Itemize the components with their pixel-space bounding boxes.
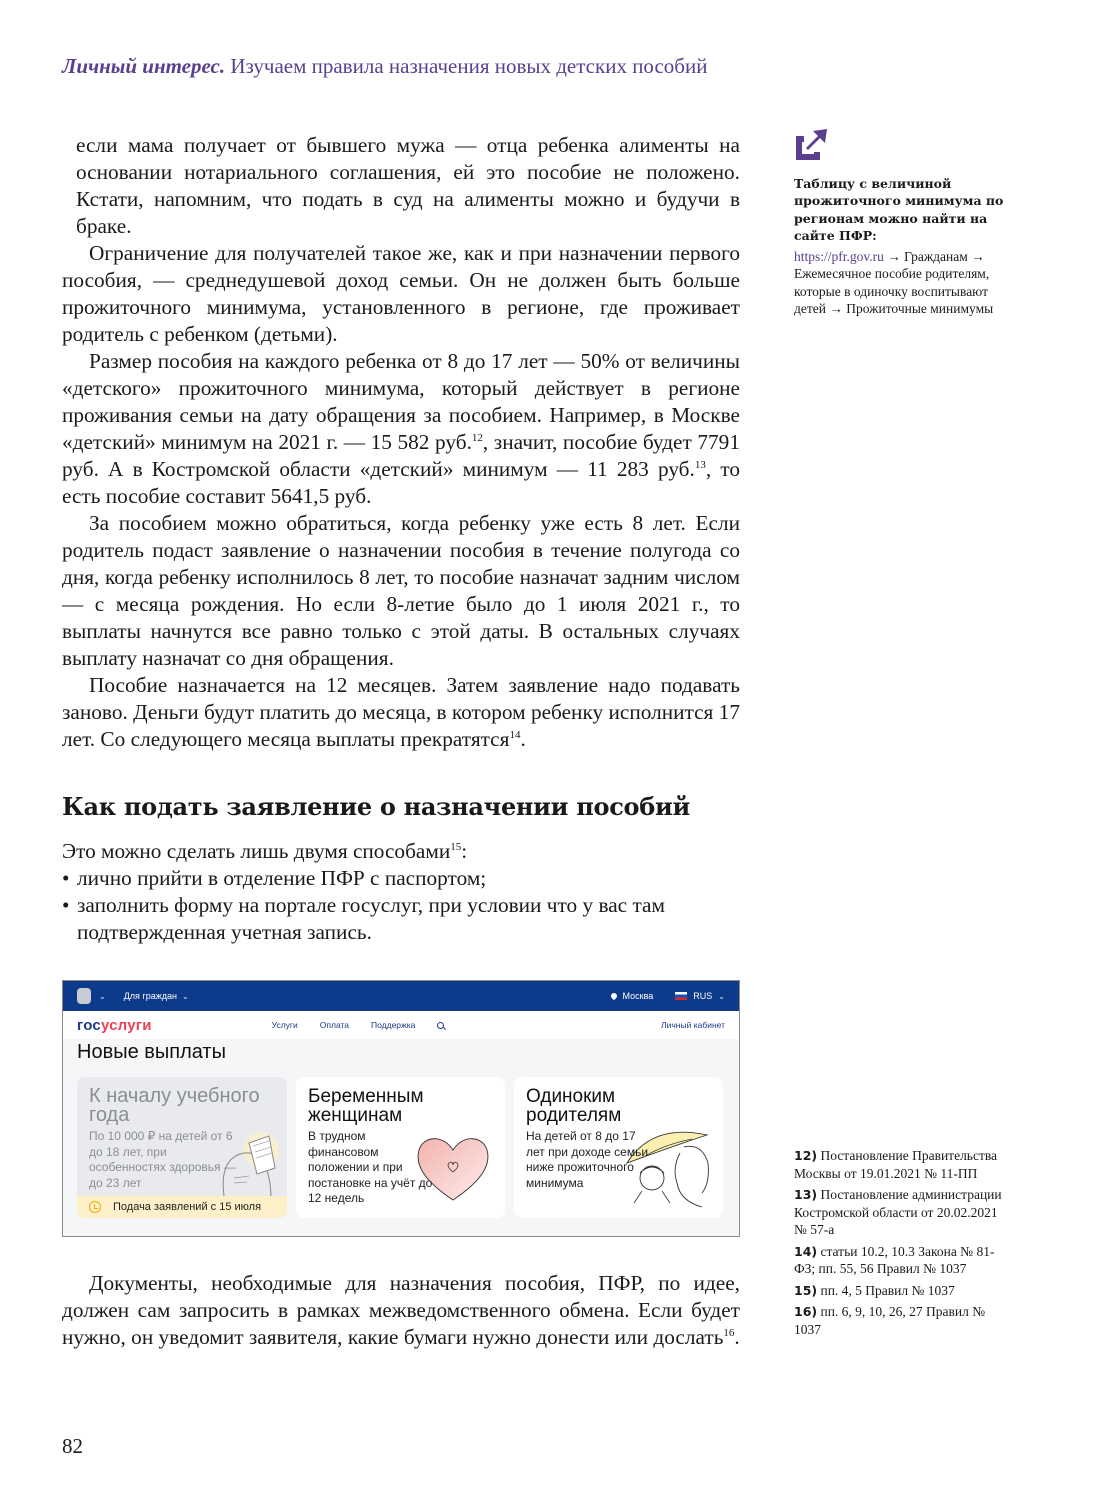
- sidenote: [794, 128, 1009, 318]
- list-item: • лично прийти в отделение ПФР с паспортом;: [62, 865, 740, 892]
- russian-flag-icon: [675, 992, 687, 1000]
- clock-icon: [89, 1201, 101, 1213]
- card-text: На детей от 8 до 17 лет при доходе семьи ниже прожиточного минимума: [526, 1129, 649, 1190]
- card-title: К началу учебного года: [89, 1085, 260, 1126]
- payment-cards: [63, 1077, 739, 1218]
- running-head-section: Личный интерес.: [62, 54, 226, 78]
- audience-dropdown[interactable]: Для граждан: [123, 991, 177, 1001]
- footnote: 15) пп. 4, 5 Правил № 1037: [794, 1282, 955, 1298]
- footnote: 16) пп. 6, 9, 10, 26, 27 Правил № 1037: [794, 1304, 986, 1337]
- paragraph: Ограничение для получателей такое же, как и при назначении первого пособия, — среднедушевой доход семьи. Он не должен быть больше прожиточного минимума, установленного в регионе, где проживает родитель с ребенком (детьми).: [62, 241, 740, 346]
- application-date-badge: Подача заявлений с 15 июля: [77, 1196, 287, 1218]
- nav-support[interactable]: Поддержка: [371, 1020, 416, 1030]
- pfr-link[interactable]: https://pfr.gov.ru: [794, 248, 884, 264]
- footnote: 12) Постановление Правительства Москвы от 19.01.2021 № 11-ПП: [794, 1148, 998, 1181]
- gosuslugi-page-title: Новые выплаты: [77, 1041, 226, 1063]
- running-head: [62, 54, 707, 79]
- card-single-parents[interactable]: [514, 1077, 723, 1218]
- list-item: • заполнить форму на портале госуслуг, при условии что у вас там подтвержденная учетная запись.: [62, 892, 740, 946]
- footnote: 14) статьи 10.2, 10.3 Закона № 81-ФЗ; пп. 55, 56 Правил № 1037: [794, 1243, 995, 1276]
- footnote: 13) Постановление администрации Костромской области от 20.02.2021 № 57-а: [794, 1187, 1002, 1237]
- footnote-ref[interactable]: 14: [509, 728, 521, 741]
- nav-payment[interactable]: Оплата: [319, 1020, 350, 1030]
- running-head-title: Изучаем правила назначения новых детских пособий: [225, 54, 708, 78]
- paragraph: если мама получает от бывшего мужа — отца ребенка алименты на основании нотариального соглашения, ей это пособие не положено. Кстати, напомним, что подать в суд на алименты можно и будучи в браке.: [76, 133, 740, 238]
- nav-services[interactable]: Услуги: [271, 1020, 298, 1030]
- closing-text: [62, 1270, 740, 1351]
- footnote-ref[interactable]: 13: [694, 458, 706, 471]
- card-title: Одиноким родителям: [526, 1086, 622, 1126]
- section-heading: Как подать заявление о назначении пособий: [62, 792, 690, 821]
- sidenote-path: https://pfr.gov.ru → Гражданам → Ежемесячное пособие родителям, которые в одиночку воспитывают детей → Прожиточные минимумы: [794, 248, 994, 316]
- card-school-year[interactable]: [77, 1077, 287, 1218]
- chevron-down-icon[interactable]: ⌄: [99, 991, 106, 1001]
- paragraph: Размер пособия на каждого ребенка от 8 до 17 лет — 50% от величины «детского» прожиточного минимума, который действует в регионе проживания семьи на дату обращения за пособием. Например, в Москве «детский» минимум на 2021 г. — 15 582 руб.$^{12}$, значит, пособие будет 7791 руб. А в Костромской области «детский» минимум — 11 283 руб.$^{13}$, то есть пособие составит 5641,5 руб.: [62, 349, 740, 508]
- paragraph: Пособие назначается на 12 месяцев. Затем заявление надо подавать заново. Деньги будут платить до месяца, в котором ребенку исполнится 17 лет. Со следующего месяца выплаты прекратятся$^{14}$.: [62, 673, 740, 751]
- footnote-ref[interactable]: 16: [723, 1326, 735, 1339]
- methods-list: [62, 838, 740, 946]
- footnote-ref[interactable]: 12: [471, 431, 483, 444]
- footnotes: [794, 1147, 1009, 1342]
- card-text: По 10 000 ₽ на детей от 6 до 18 лет, при особенностях здоровья — до 23 лет: [89, 1129, 236, 1190]
- chevron-down-icon: ⌄: [718, 991, 725, 1001]
- gosuslugi-logo[interactable]: госуслуги: [77, 1016, 152, 1034]
- search-icon[interactable]: [437, 1022, 444, 1029]
- list-intro: Это можно сделать лишь двумя способами$^{15}$:: [62, 839, 468, 863]
- language-selector[interactable]: RUS: [693, 991, 713, 1001]
- card-title: Беременным женщинам: [308, 1086, 424, 1126]
- main-text: [62, 132, 740, 753]
- gosuslugi-topbar: [63, 981, 739, 1011]
- gosuslugi-nav: [63, 1011, 739, 1039]
- external-link-icon: [794, 128, 828, 162]
- coat-of-arms-icon: [77, 988, 91, 1004]
- paragraph: За пособием можно обратиться, когда ребенку уже есть 8 лет. Если родитель подаст заявление о назначении пособия в течение полугода со дня, когда ребенку исполнилось 8 лет, то пособие назначат задним числом — с месяца рождения. Но если 8-летие было до 1 июля 2021 г., то выплаты начнутся все равно только с этой даты. В остальных случаях выплату назначат со дня обращения.: [62, 511, 740, 670]
- page-number: 82: [62, 1434, 83, 1458]
- sidenote-title: Таблицу с величиной прожиточного минимума по регионам можно найти на сайте ПФР:: [794, 175, 1004, 243]
- city-selector[interactable]: Москва: [622, 991, 654, 1001]
- location-pin-icon: [609, 992, 617, 1000]
- card-text: В трудном финансовом положении и при постановке на учёт до 12 недель: [308, 1129, 433, 1205]
- card-pregnant-women[interactable]: [296, 1077, 505, 1218]
- personal-account-link[interactable]: Личный кабинет: [661, 1020, 725, 1030]
- footnote-ref[interactable]: 15: [450, 840, 462, 853]
- chevron-down-icon: ⌄: [181, 991, 189, 1001]
- paragraph: Документы, необходимые для назначения пособия, ПФР, по идее, должен сам запросить в рамках межведомственного обмена. Если будет нужно, он уведомит заявителя, какие бумаги нужно донести или дослать$^{16}$.: [62, 1271, 740, 1349]
- gosuslugi-screenshot: [62, 980, 740, 1237]
